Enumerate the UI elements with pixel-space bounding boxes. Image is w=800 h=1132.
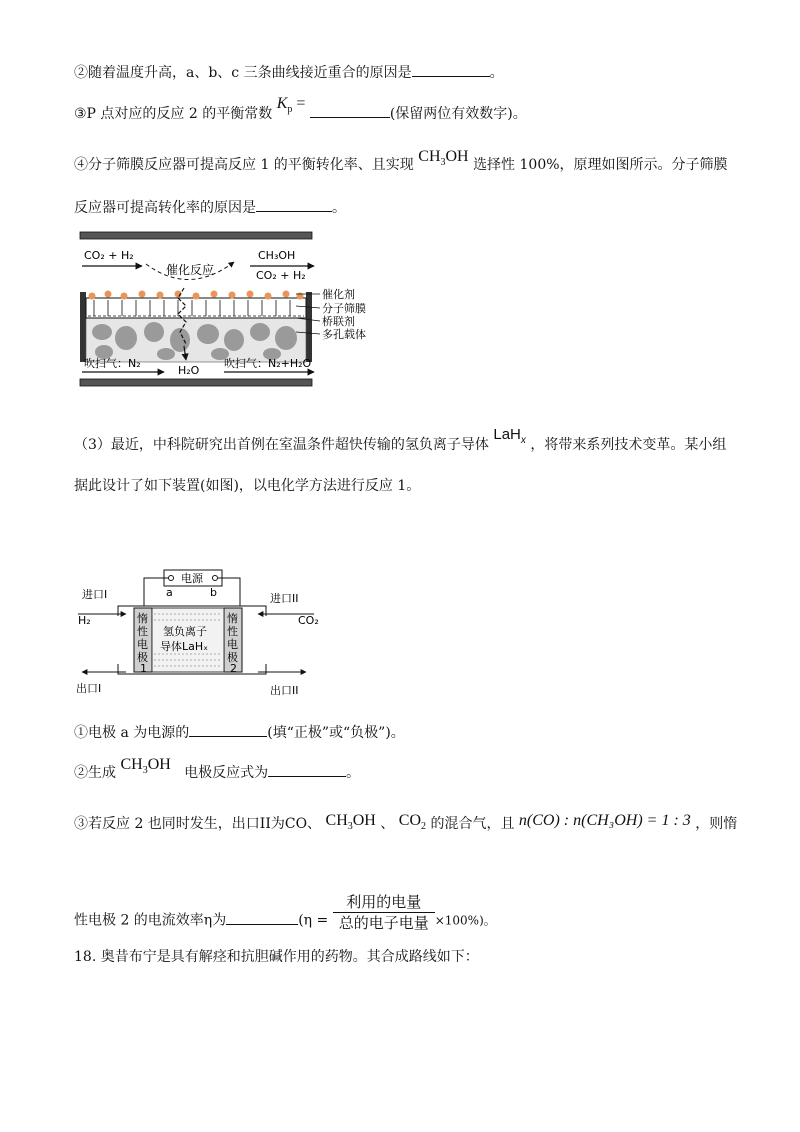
question-4-line: ④分子筛膜反应器可提高反应 1 的平衡转化率、且实现 $CH_3OH$ 选择性 100%，原理如图所示。分子筛膜 <box>74 148 728 173</box>
sweep-gas-out-label: 吹扫气：N₂+H₂O <box>224 357 312 370</box>
svg-text:电: 电 <box>227 638 238 651</box>
power-label: 电源 <box>181 572 203 585</box>
h2-label: H₂ <box>78 614 91 627</box>
co2-label: CO₂ <box>298 614 319 627</box>
terminal-b-label: b <box>210 586 217 599</box>
answer-blank[interactable] <box>256 197 332 212</box>
svg-text:2: 2 <box>230 662 237 675</box>
answer-blank[interactable] <box>268 762 346 777</box>
part-3-question-3: ③若反应 2 也同时发生，出口II为CO、 $CH_3OH$ 、 $CO_2$ 的混合气，且 n(CO) : n(CH₃OH) = 1 : 3 ，则惰 <box>74 812 738 833</box>
ch3oh-formula: $CH_3OH$ <box>325 812 376 833</box>
svg-text:极: 极 <box>137 651 148 664</box>
answer-blank[interactable] <box>189 722 267 737</box>
membrane-label: 分子筛膜 <box>322 302 366 315</box>
catalytic-reaction-label: 催化反应 <box>166 263 215 277</box>
question-3-text: ③P 点对应的反应 2 的平衡常数 <box>74 106 273 122</box>
part-3-line: （3）最近，中科院研究出首例在室温条件超快传输的氢负离子导体 LaH$_x$ ，将带来系列技术变革。某小组 <box>74 426 727 453</box>
part-3-question-1: ①电极 a 为电源的 (填“正极”或“负极”)。 <box>74 722 405 743</box>
part-3-line-2: 据此设计了如下装置(如图)，以电化学方法进行反应 1。 <box>74 478 421 494</box>
answer-blank[interactable] <box>310 103 390 118</box>
question-18: 18. 奥昔布宁是具有解痉和抗胆碱作用的药物。其合成路线如下： <box>74 949 479 965</box>
ch3oh-formula: $CH_3OH$ <box>418 148 469 169</box>
kp-symbol: $K_p$ = <box>276 95 306 116</box>
svg-text:惰: 惰 <box>227 612 238 625</box>
feed-gas-label: CO₂ + H₂ <box>84 249 134 262</box>
methanol-label: CH₃OH <box>258 249 296 262</box>
outlet-gas-label: CO₂ + H₂ <box>256 269 306 282</box>
sweep-gas-in-label: 吹扫气：N₂ <box>84 357 141 370</box>
svg-text:电: 电 <box>137 638 148 651</box>
answer-blank[interactable] <box>226 910 298 925</box>
inlet-2-label: 进口II <box>270 592 299 605</box>
bridge-agent-label: 桥联剂 <box>322 315 355 328</box>
membrane-reactor-diagram <box>74 228 384 393</box>
svg-text:性: 性 <box>227 625 238 638</box>
electrolytic-cell-diagram <box>74 562 334 702</box>
svg-text:极: 极 <box>227 651 238 664</box>
catalyst-label: 催化剂 <box>322 288 355 301</box>
efficiency-fraction: 利用的电量 总的电子电量 <box>333 892 435 933</box>
lahx-formula: LaH$_x$ <box>493 426 526 446</box>
ch3oh-formula: $CH_3OH$ <box>120 756 171 777</box>
svg-text:惰: 惰 <box>137 612 148 625</box>
question-3-line: ③P 点对应的反应 2 的平衡常数 $K_p$ = (保留两位有效数字)。 <box>74 95 527 122</box>
ratio-formula: n(CO) : n(CH₃OH) = 1 : 3 <box>518 812 691 829</box>
part-3-question-3-line-2: 性电极 2 的电流效率η为 (η = 利用的电量 总的电子电量 ×100%)。 <box>74 893 496 932</box>
co2-formula: $CO_2$ <box>398 812 426 833</box>
answer-blank[interactable] <box>412 62 490 77</box>
svg-text:1: 1 <box>140 662 147 675</box>
part-3-question-2: ②生成 $CH_3OH$ 电极反应式为 。 <box>74 756 361 781</box>
terminal-a-label: a <box>166 586 173 599</box>
svg-text:性: 性 <box>137 625 148 638</box>
inlet-1-label: 进口I <box>82 588 108 601</box>
water-label: H₂O <box>178 364 200 377</box>
question-2-line: ②随着温度升高，a、b、c 三条曲线接近重合的原因是 。 <box>74 62 504 83</box>
question-4-text: ④分子筛膜反应器可提高反应 1 的平衡转化率、且实现 <box>74 157 414 173</box>
conductor-label-1: 氢负离子 <box>163 625 207 638</box>
porous-support-label: 多孔载体 <box>322 328 366 341</box>
outlet-2-label: 出口II <box>270 684 299 697</box>
outlet-1-label: 出口I <box>76 682 102 695</box>
question-2-text: ②随着温度升高，a、b、c 三条曲线接近重合的原因是 <box>74 65 412 81</box>
conductor-label-2: 导体LaHₓ <box>160 640 209 653</box>
question-4-line-2: 反应器可提高转化率的原因是 。 <box>74 197 346 218</box>
